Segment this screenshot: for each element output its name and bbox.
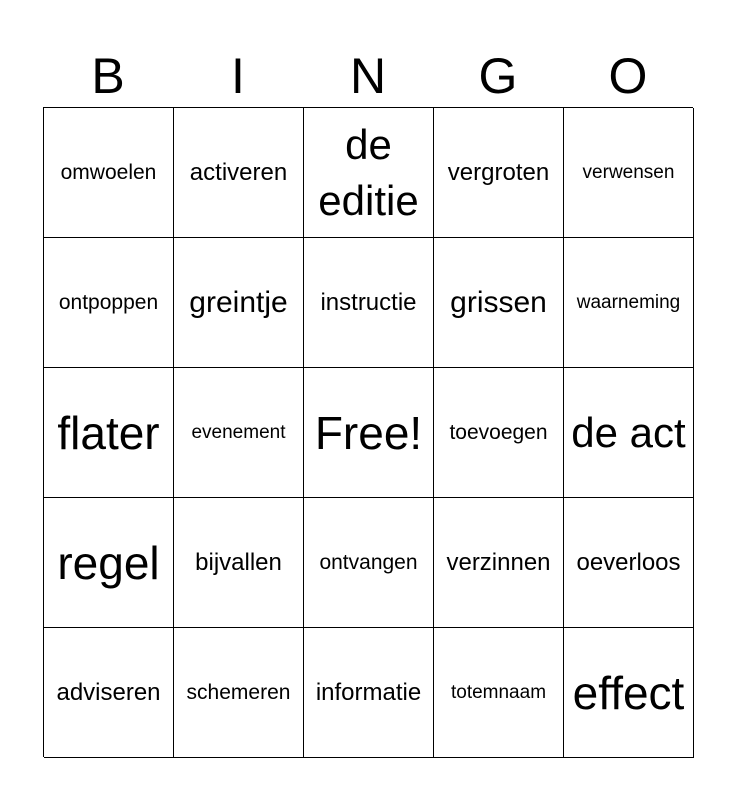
cell-text: toevoegen <box>449 420 548 444</box>
bingo-cell[interactable] <box>174 368 304 498</box>
bingo-cell[interactable] <box>564 108 694 238</box>
cell-text: de act <box>571 408 686 456</box>
cell-text: grissen <box>450 285 547 319</box>
header-letter-o: O <box>608 48 648 104</box>
bingo-cell[interactable] <box>564 238 694 368</box>
bingo-cell[interactable] <box>174 498 304 628</box>
cell-text: bijvallen <box>195 548 282 576</box>
header-letter-n: N <box>349 48 387 104</box>
bingo-cell[interactable] <box>564 628 694 758</box>
bingo-board <box>43 107 693 757</box>
bingo-cell[interactable] <box>44 238 174 368</box>
bingo-cell[interactable] <box>44 628 174 758</box>
bingo-cell[interactable] <box>44 108 174 238</box>
cell-text: greintje <box>189 285 288 319</box>
bingo-cell[interactable] <box>434 498 564 628</box>
bingo-cell[interactable] <box>434 238 564 368</box>
cell-text: de editie <box>318 121 419 224</box>
bingo-cell[interactable] <box>304 498 434 628</box>
cell-text: instructie <box>320 288 417 316</box>
bingo-cell[interactable] <box>564 498 694 628</box>
bingo-cell[interactable] <box>304 108 434 238</box>
bingo-cell[interactable] <box>44 498 174 628</box>
cell-text: evenement <box>191 421 286 443</box>
header-letter-i: I <box>231 48 245 104</box>
cell-text: ontvangen <box>319 550 418 574</box>
bingo-header <box>43 46 693 106</box>
cell-text: effect <box>572 666 685 719</box>
cell-text: vergroten <box>447 158 550 186</box>
cell-text: adviseren <box>56 678 161 706</box>
cell-text: informatie <box>315 678 422 706</box>
bingo-cell[interactable] <box>434 368 564 498</box>
cell-text: totemnaam <box>450 681 547 703</box>
bingo-cell[interactable] <box>174 108 304 238</box>
bingo-cell[interactable] <box>304 238 434 368</box>
header-letter-b: B <box>91 48 125 104</box>
cell-text: waarneming <box>576 291 681 313</box>
cell-text: regel <box>57 536 160 589</box>
cell-text: Free! <box>314 406 423 459</box>
bingo-cell[interactable] <box>564 368 694 498</box>
cell-text: verwensen <box>582 161 675 183</box>
cell-text: schemeren <box>186 680 291 704</box>
cell-text: oeverloos <box>576 548 681 576</box>
bingo-cell[interactable] <box>434 628 564 758</box>
cell-text: flater <box>57 406 160 459</box>
bingo-cell[interactable] <box>44 368 174 498</box>
bingo-cell[interactable] <box>304 628 434 758</box>
cell-text: omwoelen <box>60 160 157 184</box>
cell-text: activeren <box>189 158 288 186</box>
bingo-cell[interactable] <box>174 628 304 758</box>
free-space[interactable] <box>304 368 434 498</box>
cell-text: verzinnen <box>446 548 551 576</box>
header-letter-g: G <box>478 48 518 104</box>
bingo-cell[interactable] <box>434 108 564 238</box>
cell-text: ontpoppen <box>58 290 159 314</box>
bingo-cell[interactable] <box>174 238 304 368</box>
